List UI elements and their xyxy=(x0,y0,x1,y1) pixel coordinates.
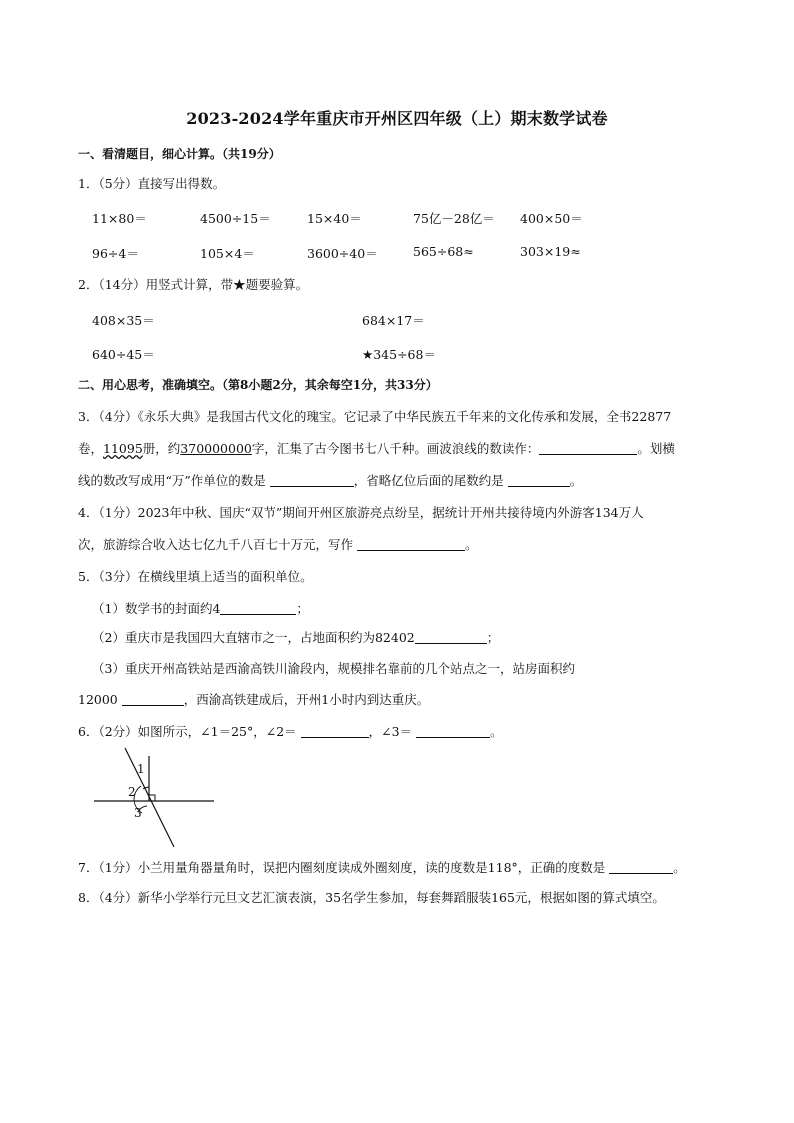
q1-item: 400×50＝ xyxy=(520,211,583,226)
q5-stem: 5．（3分）在横线里填上适当的面积单位。 xyxy=(78,569,313,584)
q5-sub-3: （3）重庆开州高铁站是西渝高铁川渝段内，规模排名靠前的几个站点之一，站房面积约 xyxy=(92,661,575,676)
q3-line-1 xyxy=(78,409,671,425)
q1-stem: 1．（5分）直接写出得数。 xyxy=(78,176,226,191)
q3-line-2 xyxy=(78,441,675,457)
q1-item: 3600÷40＝ xyxy=(307,246,378,261)
q3-wavy-number: 11095 xyxy=(103,441,143,456)
section-2-heading: 二、用心思考，准确填空。（第8小题2分，其余每空1分，共33分） xyxy=(78,378,438,392)
angle-label-3: 3 xyxy=(134,806,142,820)
q1-item: 303×19≈ xyxy=(520,244,581,259)
q3-text: 。划横 xyxy=(637,441,675,456)
q3-text: 卷， xyxy=(78,441,104,456)
q2-item: 640÷45＝ xyxy=(92,347,155,362)
q5-text: （1）数学书的封面约4 xyxy=(92,601,221,616)
answer-blank[interactable] xyxy=(220,602,296,615)
q7-text: 7．（1分）小兰用量角器量角时，误把内圈刻度读成外圈刻度，读的度数是118°，正确的度数是 xyxy=(78,860,606,875)
q6-stem xyxy=(78,724,503,740)
q3-number-volumes: 22877 xyxy=(631,409,672,424)
answer-blank[interactable] xyxy=(270,474,354,487)
q5-sub-3-cont xyxy=(78,692,429,708)
answer-blank[interactable] xyxy=(301,725,369,738)
q7-text: 。 xyxy=(673,860,686,875)
q4-line-1: 4．（1分）2023年中秋、国庆“双节”期间开州区旅游亮点纷呈，据统计开州共接待境内外游客134万人 xyxy=(78,505,644,520)
answer-blank[interactable] xyxy=(122,693,184,706)
q2-item: ★345÷68＝ xyxy=(362,347,436,362)
q5-text: ； xyxy=(296,601,309,616)
page-title: 2023-2024学年重庆市开州区四年级（上）期末数学试卷 xyxy=(186,109,608,128)
angle-label-2: 2 xyxy=(128,785,136,799)
q5-sub-1 xyxy=(92,601,309,617)
q1-item: 105×4＝ xyxy=(200,246,255,261)
q3-underlined-number: 370000000 xyxy=(180,441,252,456)
q3-text: 册，约 xyxy=(142,441,181,456)
q5-text: 12000 xyxy=(78,692,118,707)
q1-item: 75亿－28亿＝ xyxy=(413,211,495,226)
angle-label-1: 1 xyxy=(137,762,145,776)
q3-text: 。 xyxy=(569,473,583,488)
q2-item: 408×35＝ xyxy=(92,313,155,328)
q6-text: 。 xyxy=(490,724,503,739)
q2-item: 684×17＝ xyxy=(362,313,425,328)
q5-text: ，西渝高铁建成后，开州1小时内到达重庆。 xyxy=(183,692,430,707)
q3-text: 字，汇集了古今图书七八千种。画波浪线的数读作： xyxy=(251,441,540,456)
answer-blank[interactable] xyxy=(508,474,570,487)
answer-blank[interactable] xyxy=(357,538,465,551)
q3-line-3 xyxy=(78,473,582,489)
q3-text: 线的数改写成用“万”作单位的数是 xyxy=(78,473,266,488)
q4-text: 次，旅游综合收入达七亿九千八百七十万元，写作 xyxy=(78,537,354,552)
answer-blank[interactable] xyxy=(609,861,673,874)
q5-text: （2）重庆市是我国四大直辖市之一，占地面积约为82402 xyxy=(92,630,415,645)
q6-text: ，∠3＝ xyxy=(368,724,413,739)
section-1-heading: 一、看清题目，细心计算。（共19分） xyxy=(78,147,281,161)
q5-text: ； xyxy=(486,630,500,645)
q1-item: 11×80＝ xyxy=(92,211,147,226)
q2-stem: 2．（14分）用竖式计算，带★题要验算。 xyxy=(78,277,309,292)
answer-blank[interactable] xyxy=(539,442,637,455)
q4-text: 。 xyxy=(465,537,478,552)
q1-item: 15×40＝ xyxy=(307,211,362,226)
q1-item: 96÷4＝ xyxy=(92,246,139,261)
q5-sub-2 xyxy=(92,630,499,646)
q6-text: 6．（2分）如图所示，∠1＝25°，∠2＝ xyxy=(78,724,297,739)
answer-blank[interactable] xyxy=(416,725,490,738)
q8-stem: 8．（4分）新华小学举行元旦文艺汇演表演，35名学生参加，每套舞蹈服装165元，根据如图的算式填空。 xyxy=(78,890,665,905)
angle-figure xyxy=(90,746,220,850)
q7-stem xyxy=(78,860,686,876)
q4-line-2 xyxy=(78,537,478,553)
q1-item: 4500÷15＝ xyxy=(200,211,271,226)
q3-text: ，省略亿位后面的尾数约是 xyxy=(353,473,504,488)
answer-blank[interactable] xyxy=(415,631,487,644)
q1-item: 565÷68≈ xyxy=(413,244,474,259)
q3-text: 3．（4分）《永乐大典》是我国古代文化的瑰宝。它记录了中华民族五千年来的文化传承和发展，全书 xyxy=(78,409,632,424)
